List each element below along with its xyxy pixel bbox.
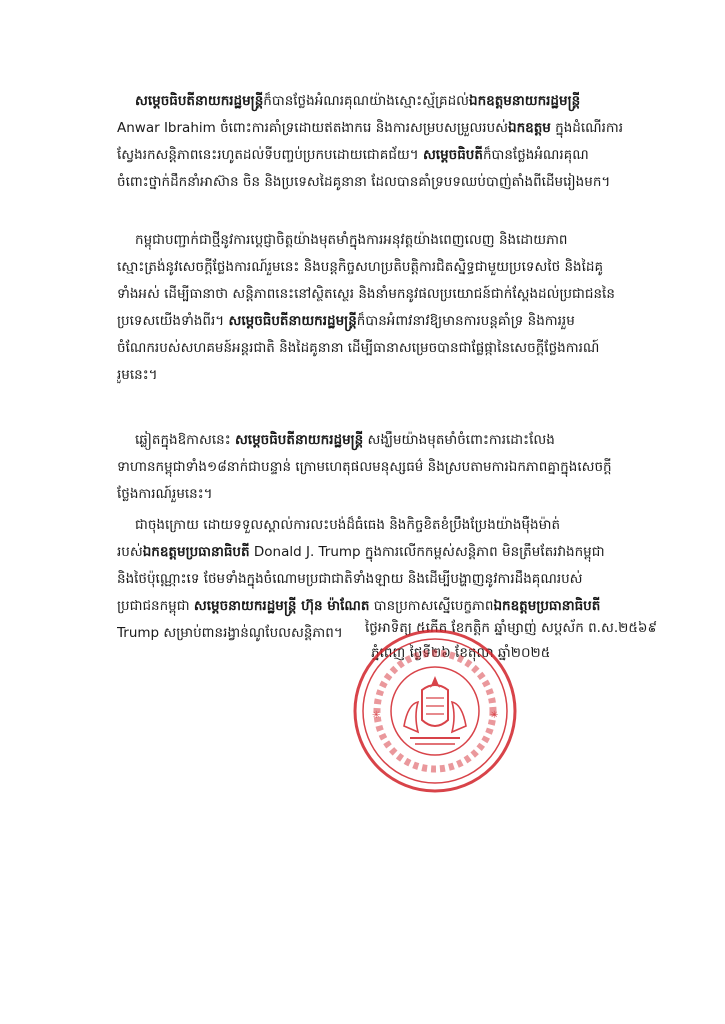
text-segment: Donald J. Trump ក្នុងការលើកកម្ពស់សន្តិភាព មិនត្រឹមតែរវាងកម្ពុជា <box>249 544 605 560</box>
text-segment: ចំណែករបស់សហគមន៍អន្តរជាតិ និងដៃគូនានា ដើម្បីធានាសម្រេចបានជាផ្លែផ្កានៃសេចក្តីថ្លែងការណ៍ <box>117 340 600 356</box>
paragraph-2-line-5 <box>117 335 637 362</box>
paragraph-3-line-1 <box>117 427 637 454</box>
paragraph-2-line-4 <box>117 308 637 335</box>
bold-text-segment: សម្តេចធិបតីនាយករដ្ឋមន្ត្រី <box>135 93 264 109</box>
text-segment: ក៏បានអំពាវនាវឱ្យមានការបន្តគាំទ្រ និងការរួម <box>356 313 575 329</box>
svg-text:✳: ✳ <box>490 710 499 721</box>
paragraph-4-line-2 <box>117 539 637 566</box>
text-segment: កម្ពុជាបញ្ជាក់ជាថ្មីនូវការប្តេជ្ញាចិត្តយ៉ាងមុតមាំក្នុងការអនុវត្តយ៉ាងពេញលេញ និងដោយភាព <box>135 232 568 248</box>
text-segment: ក៏បានថ្លែងអំណរគុណ <box>482 147 589 163</box>
text-segment: សង្ឃឹមយ៉ាងមុតមាំចំពោះការដោះលែង <box>363 432 555 448</box>
bold-text-segment: សម្តេចធិបតីនាយករដ្ឋមន្ត្រី <box>228 313 357 329</box>
solar-date: ភ្នំពេញ ថ្ងៃទី២៦ ខែតុលា ឆ្នាំ២០២៥ <box>371 645 551 661</box>
official-seal-stamp <box>352 628 518 794</box>
paragraph-2-line-2 <box>117 254 637 281</box>
paragraph-4-line-1 <box>117 512 637 539</box>
text-segment: របស់ <box>117 544 143 560</box>
paragraph-3-line-3 <box>117 481 637 508</box>
paragraph-1-line-1 <box>117 88 637 115</box>
paragraph-3-line-2 <box>117 454 637 481</box>
text-segment: រួមនេះ។ <box>117 367 158 383</box>
paragraph-2-line-3 <box>117 281 637 308</box>
text-segment: ក្នុងដំណើរការ <box>550 120 624 136</box>
text-segment: ស្មោះត្រង់នូវសេចក្តីថ្លែងការណ៍រួមនេះ និងបន្តកិច្ចសហប្រតិបត្តិការជិតស្និទ្ធជាមួយប្រទេសថៃ និងដៃគូ <box>117 259 604 275</box>
paragraph-4-line-3 <box>117 566 637 593</box>
text-segment: ស្វែងរកសន្តិភាពនេះរហូតដល់ទីបញ្ចប់ប្រកបដោយជោគជ័យ។ <box>117 147 423 163</box>
text-segment: ក៏បានថ្លែងអំណរគុណយ៉ាងស្មោះស្ម័គ្រដល់ <box>263 93 470 109</box>
text-segment: ថ្លែងការណ៍រួមនេះ។ <box>117 486 213 502</box>
text-segment: ចំពោះថ្នាក់ដឹកនាំអាស៊ាន ចិន និងប្រទេសដៃគូនានា ដែលបានគាំទ្របទឈប់បាញ់តាំងពីដើមរៀងមក។ <box>117 174 611 190</box>
bold-text-segment: សម្តេចធិបតីនាយករដ្ឋមន្ត្រី <box>234 432 364 448</box>
text-segment: ទាហានកម្ពុជាទាំង១៨នាក់ជាបន្ទាន់ ក្រោមហេតុផលមនុស្សធម៌ និងស្របតាមការឯកភាពគ្នាក្នុងសេចក្តី <box>117 459 612 475</box>
text-segment: Anwar Ibrahim ចំពោះការគាំទ្រដោយឥតងាករេ និងការសម្របសម្រួលរបស់ <box>117 120 509 136</box>
bold-text-segment: ឯកឧត្តមប្រធានាធិបតី <box>493 598 601 614</box>
paragraph-2-line-1 <box>117 227 637 254</box>
text-segment: Trump សម្រាប់ពានរង្វាន់ណូបែលសន្តិភាព។ <box>117 625 343 641</box>
bold-text-segment: សម្តេចនាយករដ្ឋមន្ត្រី ហ៊ុន ម៉ាណែត <box>193 598 370 614</box>
paragraph-1 <box>117 88 637 196</box>
bold-text-segment: ឯកឧត្តម <box>508 120 551 136</box>
paragraph-2 <box>117 227 637 389</box>
bold-text-segment: សម្តេចធិបតី <box>422 147 483 163</box>
text-segment: ជាចុងក្រោយ ដោយទទួលស្គាល់ការលះបង់ដ៏ធំធេង និងកិច្ចខិតខំប្រឹងប្រែងយ៉ាងម៉ឺងម៉ាត់ <box>135 517 561 533</box>
svg-text:✳: ✳ <box>372 710 381 721</box>
text-segment: ប្រជាជនកម្ពុជា <box>117 598 194 614</box>
text-segment: បានប្រកាសស្នើបេក្ខភាព <box>369 598 494 614</box>
text-segment: និងថៃប៉ុណ្ណោះទេ ថែមទាំងក្នុងចំណោមប្រជាជាតិទាំងឡាយ និងដើម្បីបង្ហាញនូវការដឹងគុណរបស់ <box>117 571 583 587</box>
text-segment: ទាំងអស់ ដើម្បីធានាថា សន្តិភាពនេះនៅស្ថិតស្ថេរ និងនាំមកនូវផលប្រយោជន៍ជាក់ស្តែងដល់ប្រជាជននៃ <box>117 286 615 302</box>
paragraph-2-line-6 <box>117 362 637 389</box>
bold-text-segment: ឯកឧត្តមនាយករដ្ឋមន្ត្រី <box>469 93 581 109</box>
text-segment: ប្រទេសយើងទាំងពីរ។ <box>117 313 229 329</box>
bold-text-segment: ឯកឧត្តមប្រធានាធិបតី <box>142 544 250 560</box>
lunar-date: ថ្ងៃអាទិត្យ ៥កើត ខែកត្តិក ឆ្នាំម្សាញ់ សប្តស័ក ព.ស.២៥៦៩ <box>365 620 657 636</box>
paragraph-1-line-2 <box>117 115 637 142</box>
paragraph-3 <box>117 427 637 508</box>
paragraph-1-line-4 <box>117 169 637 196</box>
paragraph-1-line-3 <box>117 142 637 169</box>
text-segment: ឆ្លៀតក្នុងឱកាសនេះ <box>135 432 235 448</box>
